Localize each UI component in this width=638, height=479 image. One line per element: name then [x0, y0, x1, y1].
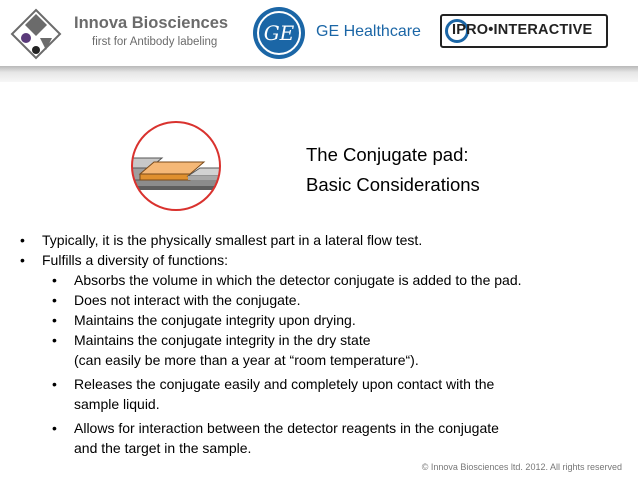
sub-bullet-item: Absorbs the volume in which the detector conjugate is added to the pad. [74, 272, 522, 288]
sub-bullet-item: Does not interact with the conjugate. [74, 292, 301, 308]
ipro-logo [440, 14, 608, 48]
ge-logo-icon [251, 5, 307, 61]
sub-bullet-item: Allows for interaction between the detector reagents in the conjugate [74, 420, 499, 436]
bullet-item: Fulfills a diversity of functions: [42, 252, 228, 268]
sub-bullet-item: Maintains the conjugate integrity in the dry state [74, 332, 371, 348]
sub-bullet-marker: • [52, 332, 57, 348]
ipro-logo-text: IPRO•INTERACTIVE [452, 22, 593, 38]
innova-name: Innova Biosciences [74, 14, 229, 32]
slide-title-line1: The Conjugate pad: [306, 144, 469, 165]
sub-bullet-item: Maintains the conjugate integrity upon drying. [74, 312, 356, 328]
conjugate-pad-illustration [102, 118, 250, 214]
sub-bullet-item: Releases the conjugate easily and completely upon contact with the [74, 376, 495, 392]
sub-bullet-marker: • [52, 376, 57, 392]
sub-bullet-item-continued: and the target in the sample. [74, 440, 252, 456]
innova-tagline: first for Antibody labeling [92, 36, 218, 48]
sub-bullet-item-continued: (can easily be more than a year at “room temperature“). [74, 352, 419, 368]
sub-bullet-marker: • [52, 292, 57, 308]
ge-name: GE Healthcare [316, 23, 421, 40]
sub-bullet-marker: • [52, 420, 57, 436]
sub-bullet-item-continued: sample liquid. [74, 396, 160, 412]
innova-logo-icon [10, 8, 62, 60]
bullet-marker: • [20, 232, 25, 248]
slide-title [306, 140, 480, 200]
slide-title-line2: Basic Considerations [306, 174, 480, 195]
header-divider-band [0, 66, 638, 82]
bullet-item: Typically, it is the physically smallest part in a lateral flow test. [42, 232, 423, 248]
ge-monogram: GE [263, 21, 295, 45]
copyright-footer: © Innova Biosciences ltd. 2012. All rights reserved [421, 462, 622, 472]
header-bar [0, 0, 638, 66]
sub-bullet-marker: • [52, 272, 57, 288]
sub-bullet-marker: • [52, 312, 57, 328]
bullet-marker: • [20, 252, 25, 268]
